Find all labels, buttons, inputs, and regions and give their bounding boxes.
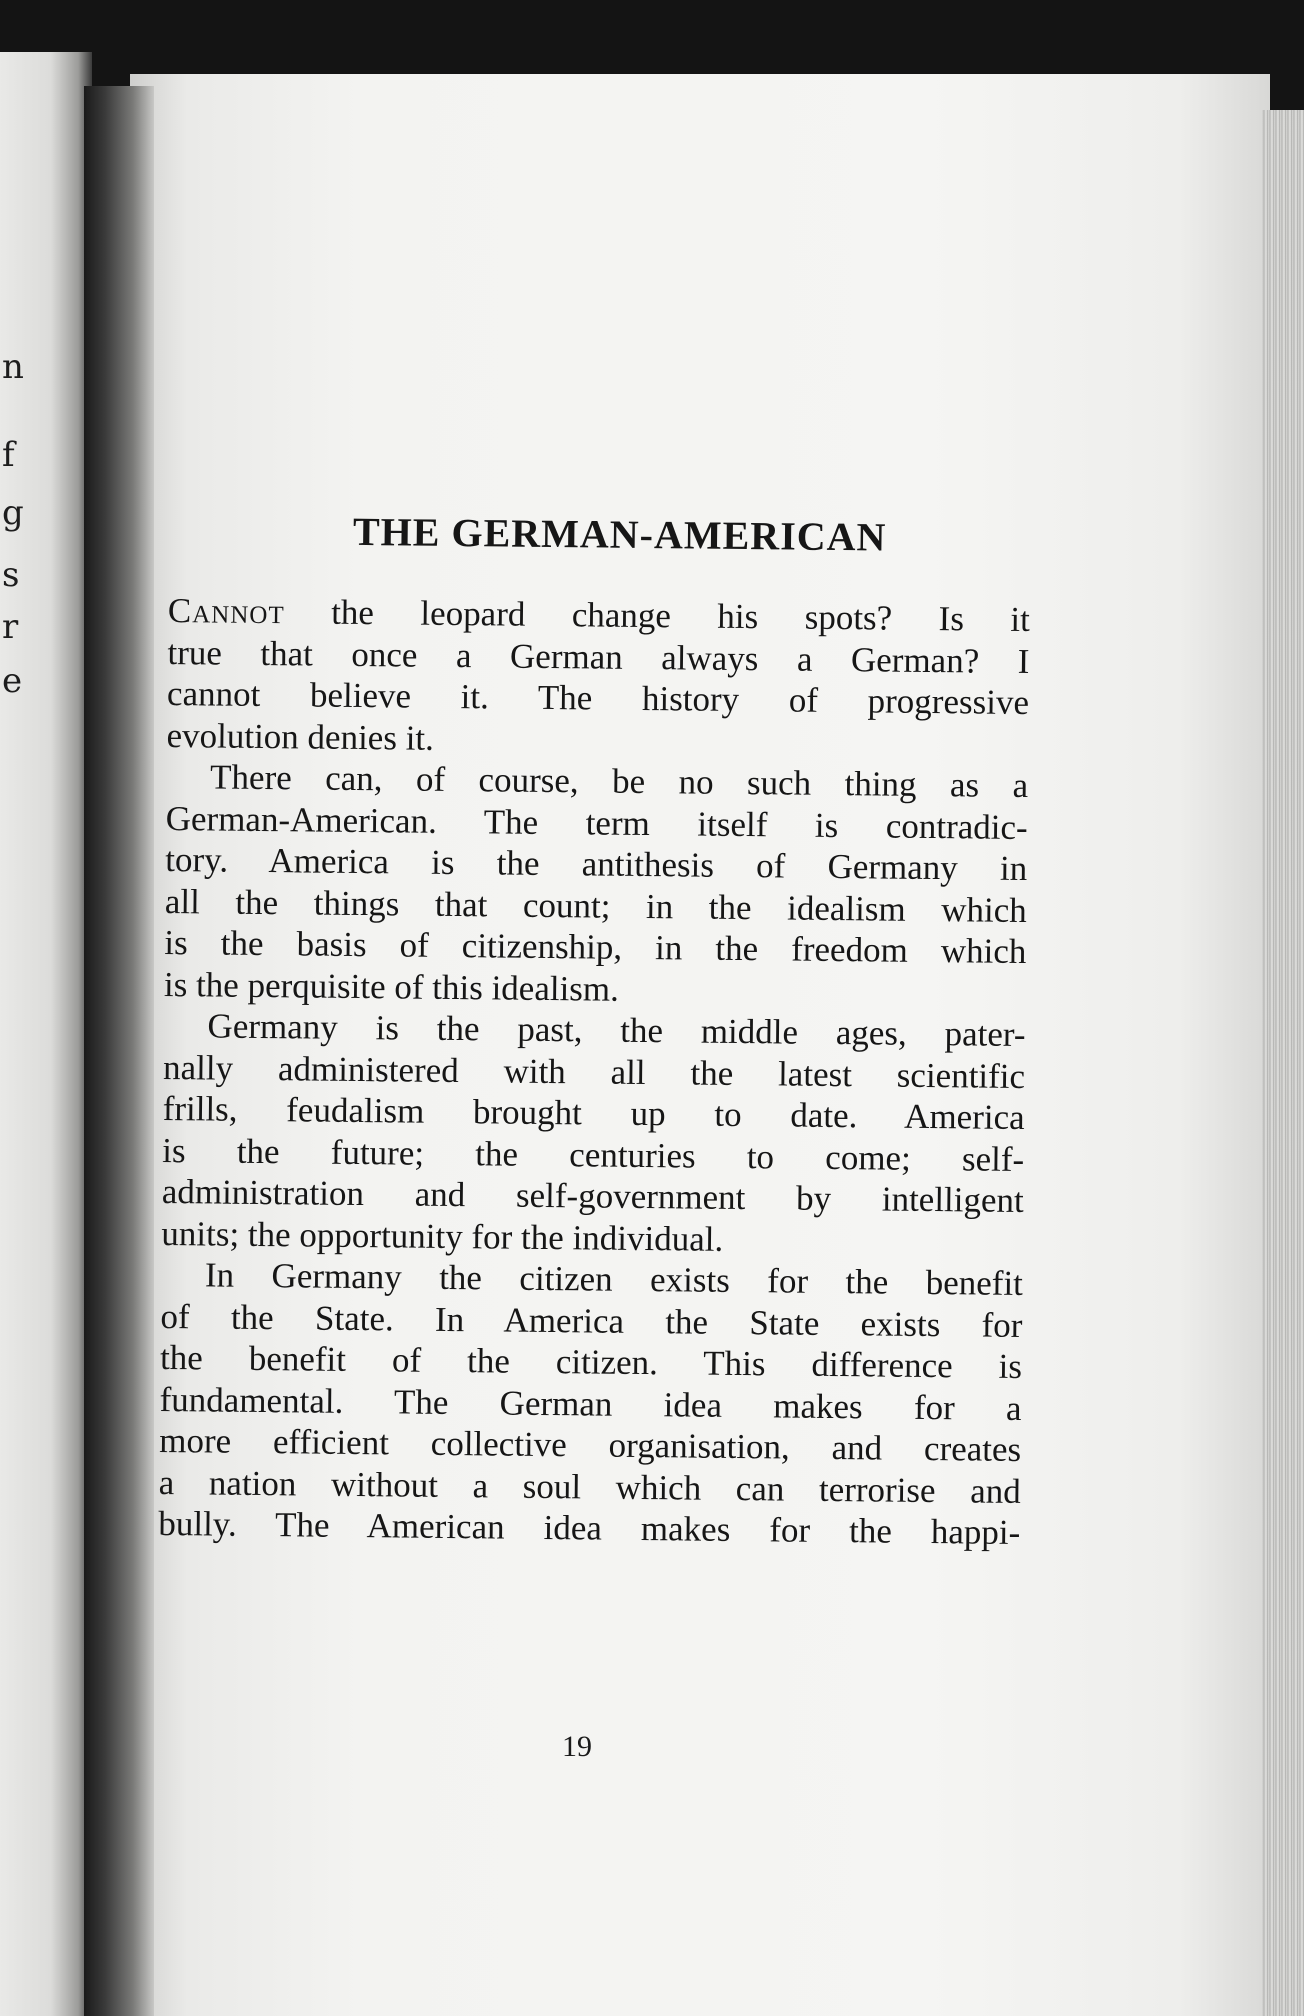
chapter-title: THE GERMAN-AMERICAN: [352, 508, 887, 560]
paragraph-3: [161, 1005, 1026, 1263]
paragraph-2: [164, 756, 1029, 1014]
text-line: evolution denies it.: [166, 715, 435, 758]
text-line: frills, feudalism brought up to date. America: [162, 1088, 1025, 1137]
text-line: tory. America is the antithesis of Germany in: [165, 839, 1028, 889]
prev-page-fragment: f: [2, 435, 15, 475]
text-line: cannot believe it. The history of progressive: [166, 673, 1030, 723]
text-line: There can, of course, be no such thing as a: [209, 757, 1029, 806]
text-line: is the future; the centuries to come; self-: [162, 1130, 1025, 1179]
paragraph-1: [166, 590, 1030, 765]
page-stack-edge: [1262, 110, 1304, 2016]
text-line: more efficient collective organisation, and creates: [159, 1420, 1022, 1469]
text-line: administration and self-government by intelligent: [161, 1171, 1024, 1220]
text-line: units; the opportunity for the individual.: [161, 1213, 724, 1259]
text-line: nally administered with all the latest scientific: [162, 1047, 1026, 1096]
prev-page-fragment: e: [2, 661, 23, 701]
text-line: true that once a German always a German? I: [167, 632, 1030, 681]
prev-page-fragment: s: [2, 555, 20, 595]
page-text: [158, 506, 1031, 1553]
text-line: is the perquisite of this idealism.: [163, 964, 620, 1009]
prev-page-fragment: n: [2, 347, 24, 387]
text-line: the benefit of the citizen. This difference is: [159, 1337, 1023, 1386]
text-line: German-American. The term itself is contradic-: [165, 798, 1028, 847]
smallcaps-opening: Cannot: [167, 590, 285, 632]
text-line: is the basis of citizenship, in the freedom which: [164, 922, 1027, 972]
text-line: bully. The American idea makes for the happi-: [158, 1503, 1021, 1552]
text-line: of the State. In America the State exists for: [160, 1296, 1023, 1345]
text-line-rest: the leopard change his spots? Is it: [284, 592, 1031, 640]
text-line: fundamental. The German idea makes for a: [159, 1379, 1022, 1428]
prev-page-fragment: g: [2, 493, 24, 533]
text-line: Germany is the past, the middle ages, pater-: [207, 1006, 1026, 1054]
text-line: all the things that count; in the idealism which: [164, 881, 1028, 930]
text-line: In Germany the citizen exists for the benefit: [204, 1255, 1024, 1303]
paragraph-4: [158, 1254, 1023, 1554]
text-line: a nation without a soul which can terrorise and: [158, 1462, 1021, 1511]
previous-page-edge: [0, 52, 92, 2016]
binding-gutter: [84, 86, 154, 2016]
page-number: 19: [562, 1730, 592, 1763]
prev-page-fragment: r: [2, 607, 19, 647]
